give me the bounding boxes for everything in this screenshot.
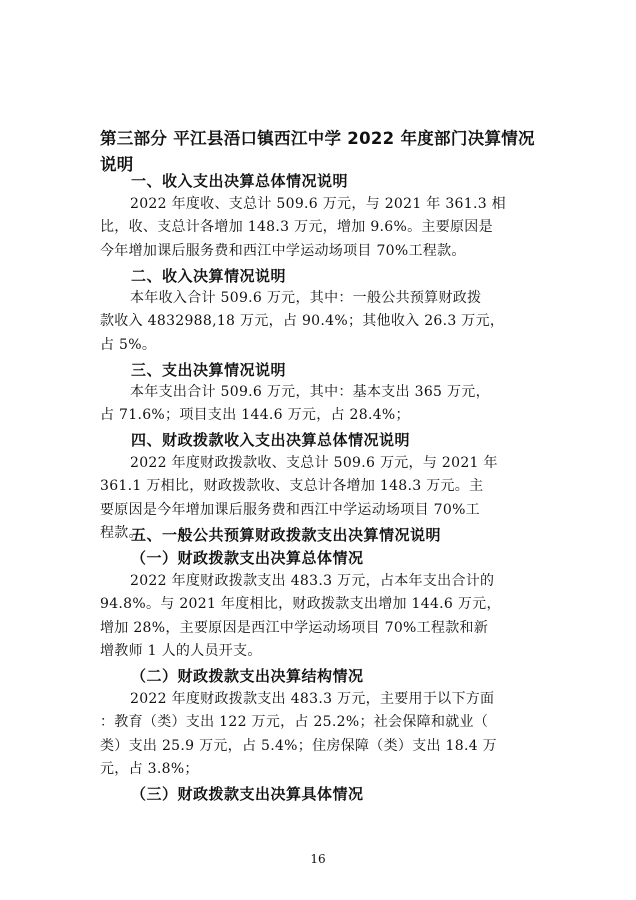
section-heading-expenditure: 三、支出决算情况说明	[131, 361, 287, 379]
section-paragraph-expenditure	[100, 381, 546, 428]
page-title: 第三部分 平江县浯口镇西江中学 2022 年度部门决算情况说明	[100, 129, 535, 174]
paragraph-line: 占 5%。	[100, 336, 157, 353]
subsection-heading-appropriation-overall: （一）财政拨款支出决算总体情况	[131, 549, 364, 567]
paragraph-line: 361.1 万相比，财政拨款收、支总计各增加 148.3 万元。主	[100, 478, 484, 495]
paragraph-line: 增教师 1 人的人员开支。	[100, 642, 262, 659]
paragraph-line: 94.8%。与 2021 年度相比，财政拨款支出增加 144.6 万元，	[100, 596, 501, 613]
section-heading-fiscal-appropriation-overview: 四、财政拨款收入支出决算总体情况说明	[131, 431, 411, 449]
paragraph-line: 2022 年度收、支总计 509.6 万元，与 2021 年 361.3 相	[130, 196, 506, 212]
subsection-heading-appropriation-structure: （二）财政拨款支出决算结构情况	[131, 667, 364, 685]
section-paragraph-income-expenditure-overview	[100, 193, 546, 263]
page-number: 16	[310, 852, 326, 866]
paragraph-line: ：教育（类）支出 122 万元，占 25.2%；社会保障和就业（	[100, 714, 489, 731]
paragraph-line: 2022 年度财政拨款收、支总计 509.6 万元，与 2021 年	[130, 455, 498, 471]
section-paragraph-income	[100, 287, 546, 357]
paragraph-line: 2022 年度财政拨款支出 483.3 万元，主要用于以下方面	[130, 691, 495, 707]
section-heading-income-expenditure-overview: 一、收入支出决算总体情况说明	[131, 172, 349, 190]
paragraph-line: 类）支出 25.9 万元，占 5.4%；住房保障（类）支出 18.4 万	[100, 737, 497, 754]
paragraph-line: 程款。	[100, 524, 143, 541]
paragraph-line: 款收入 4832988,18 万元，占 90.4%；其他收入 26.3 万元，	[100, 313, 505, 330]
section-heading-general-budget: 五、一般公共预算财政拨款支出决算情况说明	[131, 526, 442, 544]
paragraph-line: 比，收、支总计各增加 148.3 万元，增加 9.6%。主要原因是	[100, 219, 493, 236]
section-heading-income: 二、收入决算情况说明	[131, 267, 287, 285]
subsection-heading-appropriation-details: （三）财政拨款支出决算具体情况	[131, 785, 364, 803]
paragraph-line: 本年收入合计 509.6 万元，其中：一般公共预算财政拨	[130, 290, 482, 306]
paragraph-line: 增加 28%，主要原因是西江中学运动场项目 70%工程款和新	[100, 619, 489, 636]
paragraph-line: 要原因是今年增加课后服务费和西江中学运动场项目 70%工	[100, 501, 480, 518]
subsection-paragraph-appropriation-overall	[100, 570, 546, 663]
paragraph-line: 元，占 3.8%；	[100, 760, 199, 777]
paragraph-line: 本年支出合计 509.6 万元，其中：基本支出 365 万元，	[130, 384, 490, 400]
paragraph-line: 2022 年度财政拨款支出 483.3 万元，占本年支出合计的	[130, 573, 495, 589]
paragraph-line: 占 71.6%；项目支出 144.6 万元，占 28.4%；	[100, 407, 410, 424]
paragraph-line: 今年增加课后服务费和西江中学运动场项目 70%工程款。	[100, 242, 466, 259]
subsection-paragraph-appropriation-structure	[100, 688, 546, 781]
